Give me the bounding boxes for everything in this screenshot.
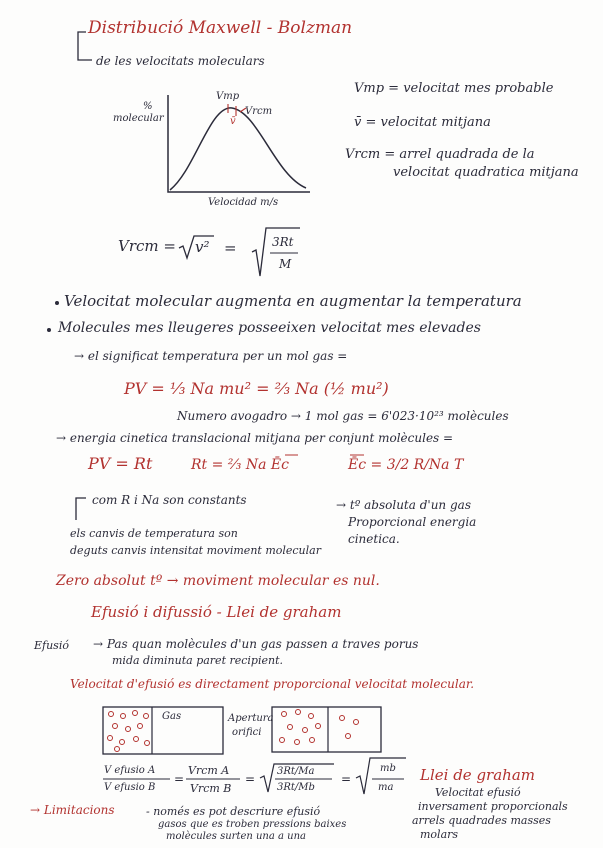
efusio-line2: mida diminuta paret recipient. <box>112 654 283 667</box>
constants-arrow-2: Proporcional energia <box>348 515 477 529</box>
page-title: Distribució Maxwell - Bolzman <box>88 18 353 38</box>
pv-rt: PV = Rt <box>88 454 153 473</box>
graph-peak-vmp: Vmp <box>216 91 240 102</box>
diagram-aperture-1: Apertura <box>228 713 274 724</box>
vrcm-eq: = <box>224 239 237 257</box>
graham-r2-den: ma <box>378 782 394 793</box>
graph-peak-vrcm: Vrcm <box>245 106 273 117</box>
graham-law-1: Velocitat efusió <box>435 786 521 799</box>
graham-law-title: Llei de graham <box>420 766 535 784</box>
graham-lhs-den: V efusio B <box>104 782 156 793</box>
bullet-icon <box>55 301 59 305</box>
graham-eq-2: = <box>245 772 256 786</box>
limitacions-line3: molècules surten una a una <box>166 831 306 842</box>
bullet-2: Molecules mes lleugeres posseeixen velocitat mes elevades <box>58 320 481 336</box>
ec-eq: Ēc = 3/2 R/Na T <box>348 457 464 473</box>
graham-mid-den: Vrcm B <box>190 782 232 795</box>
bullet-icon <box>47 328 51 332</box>
graham-mid-num: Vrcm A <box>188 764 230 777</box>
vrcm-sqrt-v2: v² <box>195 238 210 256</box>
graph-xlabel: Velocidad m/s <box>208 197 279 208</box>
limitacions-label: → Limitacions <box>30 803 115 817</box>
legend-vrcm-1: Vrcm = arrel quadrada de la <box>345 147 535 162</box>
avogadro-line: Numero avogadro → 1 mol gas = 6'023·10²³ molècules <box>177 409 509 423</box>
constants-line2: els canvis de temperatura son <box>70 527 238 540</box>
constants-arrow-3: cinetica. <box>348 532 400 546</box>
graham-eq-3: = <box>341 772 352 786</box>
graph-ylabel-2: molecular <box>113 113 164 124</box>
legend-vmid: v̄ = velocitat mitjana <box>354 115 491 130</box>
vrcm-den: M <box>279 257 292 271</box>
constants-bracket-icon <box>76 498 86 520</box>
graham-law-4: molars <box>420 828 459 841</box>
graham-law-3: arrels quadrades masses <box>412 814 551 827</box>
legend-vmp: Vmp = velocitat mes probable <box>354 81 554 96</box>
energia-line: → energia cinetica translacional mitjana per conjunt molècules = <box>56 431 454 445</box>
graham-r1-num: 3Rt/Ma <box>277 766 315 777</box>
graham-r2-num: mb <box>380 763 396 774</box>
legend-vrcm-2: velocitat quadratica mitjana <box>393 165 579 180</box>
efusio-line3: Velocitat d'efusió es directament proporcional velocitat molecular. <box>70 677 475 691</box>
page-subtitle: de les velocitats moleculars <box>96 54 265 68</box>
pv-formula: PV = ⅓ Na mu² = ⅔ Na (½ mu²) <box>124 379 389 398</box>
significance-line: → el significat temperatura per un mol gas = <box>74 349 348 363</box>
constants-line1: com R i Na son constants <box>92 493 247 507</box>
constants-arrow-1: → tº absoluta d'un gas <box>336 498 471 512</box>
diagram-aperture-2: orifici <box>232 727 262 738</box>
efusio-label: Efusió <box>34 639 69 652</box>
graham-eq-1: = <box>174 772 185 786</box>
zero-absolut: Zero absolut tº → moviment molecular es nul. <box>56 573 380 589</box>
title-bracket-icon <box>78 32 92 60</box>
efusio-line1: → Pas quan molècules d'un gas passen a traves porus <box>93 637 419 651</box>
constants-line3: deguts canvis intensitat moviment molecular <box>70 544 321 557</box>
graham-law-2: inversament proporcionals <box>418 800 568 813</box>
graham-r1-den: 3Rt/Mb <box>277 782 315 793</box>
graph-ylabel-1: % <box>143 101 153 112</box>
rt-eq: Rt = ⅔ Na Ēc <box>191 457 289 473</box>
bullet-1: Velocitat molecular augmenta en augmentar la temperatura <box>64 292 522 310</box>
distribution-curve <box>170 108 306 190</box>
limitacions-line2: gasos que es troben pressions baixes <box>158 819 347 830</box>
graham-lhs-num: V efusio A <box>104 765 156 776</box>
limitacions-line1: - només es pot descriure efusió <box>146 805 321 818</box>
efusio-title: Efusió i difussió - Llei de graham <box>91 603 342 621</box>
diagram-gas-label: Gas <box>162 711 182 722</box>
graph-axes <box>168 95 310 192</box>
vrcm-num: 3Rt <box>272 235 294 249</box>
vrcm-lhs: Vrcm = <box>118 237 176 255</box>
graph-peak-vmid: v̄ <box>230 116 236 127</box>
